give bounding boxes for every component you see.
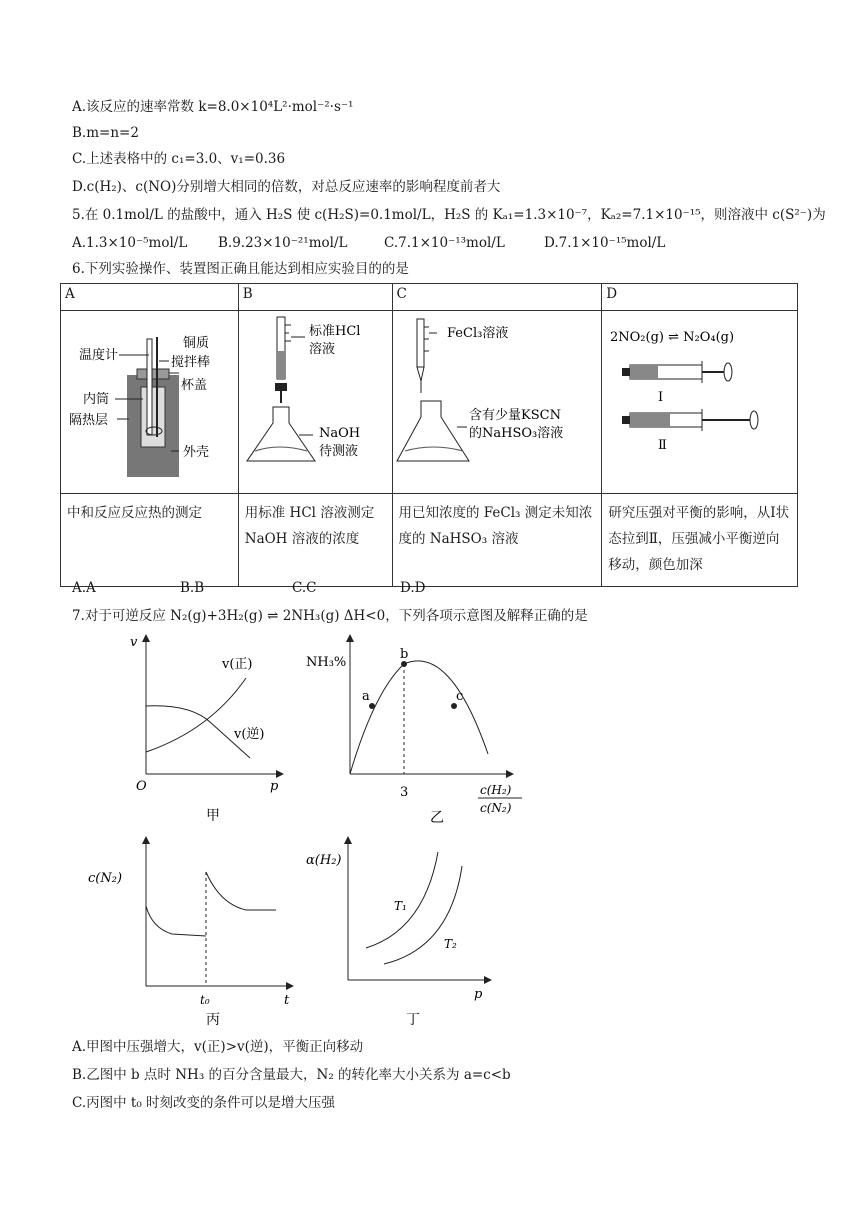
jia-reverse-label: v(逆) bbox=[234, 727, 265, 742]
graph-yi bbox=[306, 638, 522, 826]
jia-ylabel: v bbox=[130, 635, 138, 650]
ding-label-t2: T₂ bbox=[444, 937, 457, 951]
q6-table bbox=[60, 283, 798, 587]
q6-option-c: C.C bbox=[292, 580, 317, 596]
ding-label-t1: T₁ bbox=[394, 899, 407, 913]
label-naoh-1: NaOH bbox=[318, 426, 360, 441]
bing-tick-t0: t₀ bbox=[200, 993, 210, 1007]
conical-flask bbox=[247, 407, 315, 461]
yi-tick-3: 3 bbox=[400, 785, 409, 800]
q5-option-c: C.7.1×10⁻¹³mol/L bbox=[384, 235, 505, 251]
calorimeter-lid bbox=[137, 369, 169, 379]
syringe-2 bbox=[622, 409, 758, 431]
label-kscn-1: 含有少量KSCN bbox=[468, 408, 561, 423]
q6-desc-a: 中和反应反应热的测定 bbox=[61, 494, 239, 587]
q5-stem: 5.在 0.1mol/L 的盐酸中，通入 H₂S 使 c(H₂S)=0.1mol/L，H₂S 的 Kₐ₁=1.3×10⁻⁷，Kₐ₂=7.1×10⁻¹⁵，则溶液中 c(S²⁻)为 bbox=[72, 207, 826, 223]
jia-caption: 甲 bbox=[206, 808, 220, 824]
q6-header-c: C bbox=[392, 284, 602, 311]
q6-header-d: D bbox=[602, 284, 798, 311]
yi-xlabel-den: c(N₂) bbox=[480, 801, 512, 815]
label-kscn-2: 的NaHSO₃溶液 bbox=[468, 426, 563, 441]
q4-option-d: D.c(H₂)、c(NO)分别增大相同的倍数，对总反应速率的影响程度前者大 bbox=[72, 179, 501, 195]
label-state-1: Ⅰ bbox=[658, 390, 664, 405]
bing-xlabel: t bbox=[284, 993, 290, 1008]
syringe-figure bbox=[602, 311, 796, 489]
q6-option-b: B.B bbox=[180, 580, 205, 596]
q5-option-b: B.9.23×10⁻²¹mol/L bbox=[218, 235, 348, 251]
yi-label-a: a bbox=[362, 689, 370, 704]
q6-desc-b: 用标准 HCl 溶液测定 NaOH 溶液的浓度 bbox=[238, 494, 392, 587]
q6-stem: 6.下列实验操作、装置图正确且能达到相应实验目的的是 bbox=[72, 261, 409, 277]
fecl3-titration-figure bbox=[393, 311, 601, 489]
q7-option-a: A.甲图中压强增大，v(正)>v(逆)，平衡正向移动 bbox=[72, 1039, 364, 1055]
jia-origin: O bbox=[136, 779, 147, 794]
yi-xlabel-num: c(H₂) bbox=[480, 783, 512, 797]
label-lid: 杯盖 bbox=[181, 378, 208, 393]
bing-ylabel: c(N₂) bbox=[88, 871, 123, 886]
yi-label-b: b bbox=[400, 647, 409, 662]
jia-xlabel: p bbox=[270, 779, 279, 794]
syringe-1 bbox=[622, 361, 732, 383]
burette-stopcock bbox=[275, 383, 287, 391]
titration-figure bbox=[239, 311, 391, 489]
q6-desc-c: 用已知浓度的 FeCl₃ 测定未知浓度的 NaHSO₃ 溶液 bbox=[392, 494, 602, 587]
q6-desc-d: 研究压强对平衡的影响，从Ⅰ状态拉到Ⅱ，压强减小平衡逆向移动，颜色加深 bbox=[602, 494, 798, 587]
ding-caption: 丁 bbox=[406, 1012, 420, 1028]
ding-xlabel: p bbox=[474, 987, 483, 1002]
q6-option-d: D.D bbox=[400, 580, 426, 596]
bing-caption: 丙 bbox=[206, 1012, 220, 1028]
q6-figure-a-cell bbox=[61, 311, 239, 494]
thermometer-shape bbox=[147, 339, 152, 435]
label-std-hcl-2: 溶液 bbox=[308, 342, 335, 357]
label-state-2: Ⅱ bbox=[658, 438, 668, 453]
graph-ding bbox=[306, 840, 488, 1028]
label-inner-cup: 内筒 bbox=[83, 392, 110, 407]
q5-option-a: A.1.3×10⁻⁵mol/L bbox=[72, 235, 188, 251]
q7-option-b: B.乙图中 b 点时 NH₃ 的百分含量最大，N₂ 的转化率大小关系为 a=c<b bbox=[72, 1067, 511, 1083]
burette bbox=[417, 319, 424, 367]
label-no2-equilibrium: 2NO₂(g) ⇌ N₂O₄(g) bbox=[610, 330, 735, 345]
ding-ylabel: α(H₂) bbox=[306, 853, 342, 868]
jia-forward-label: v(正) bbox=[222, 657, 253, 672]
yi-label-c: c bbox=[456, 689, 464, 704]
q7-option-c: C.丙图中 t₀ 时刻改变的条件可以是增大压强 bbox=[72, 1095, 336, 1111]
label-thermometer: 温度计 bbox=[79, 348, 119, 363]
q5-option-d: D.7.1×10⁻¹⁵mol/L bbox=[544, 235, 666, 251]
label-fecl3: FeCl₃溶液 bbox=[446, 326, 508, 341]
q6-option-a: A.A bbox=[72, 580, 96, 596]
label-stirrer-1: 铜质 bbox=[183, 336, 210, 351]
yi-point-a bbox=[369, 703, 375, 709]
bing-curve-2 bbox=[206, 872, 276, 910]
yi-caption: 乙 bbox=[430, 810, 444, 826]
q6-header-b: B bbox=[238, 284, 392, 311]
yi-curve bbox=[350, 661, 488, 774]
q7-graphs bbox=[88, 630, 560, 1030]
calorimeter-inner-cup bbox=[141, 387, 165, 447]
calorimeter-figure bbox=[61, 311, 237, 489]
q7-stem: 7.对于可逆反应 N₂(g)+3H₂(g) ⇌ 2NH₃(g) ΔH<0，下列各项示意图及解释正确的是 bbox=[72, 608, 588, 624]
q4-option-a: A.该反应的速率常数 k=8.0×10⁴L²·mol⁻²·s⁻¹ bbox=[72, 99, 354, 115]
label-stirrer-2: 搅拌棒 bbox=[171, 355, 211, 370]
q4-option-c: C.上述表格中的 c₁=3.0、v₁=0.36 bbox=[72, 151, 286, 167]
conical-flask bbox=[397, 401, 469, 461]
q4-option-b: B.m=n=2 bbox=[72, 125, 139, 141]
bing-curve-1 bbox=[146, 906, 206, 936]
label-insulation: 隔热层 bbox=[69, 413, 109, 428]
label-std-hcl-1: 标准HCl bbox=[308, 324, 361, 339]
graph-jia bbox=[130, 635, 280, 824]
yi-ylabel: NH₃% bbox=[306, 655, 347, 670]
q6-header-a: A bbox=[61, 284, 239, 311]
label-shell: 外壳 bbox=[183, 445, 210, 460]
q6-figure-c-cell bbox=[392, 311, 602, 494]
graph-bing bbox=[88, 840, 290, 1028]
q6-figure-b-cell bbox=[238, 311, 392, 494]
q6-figure-d-cell bbox=[602, 311, 798, 494]
label-naoh-2: 待测液 bbox=[318, 444, 358, 459]
